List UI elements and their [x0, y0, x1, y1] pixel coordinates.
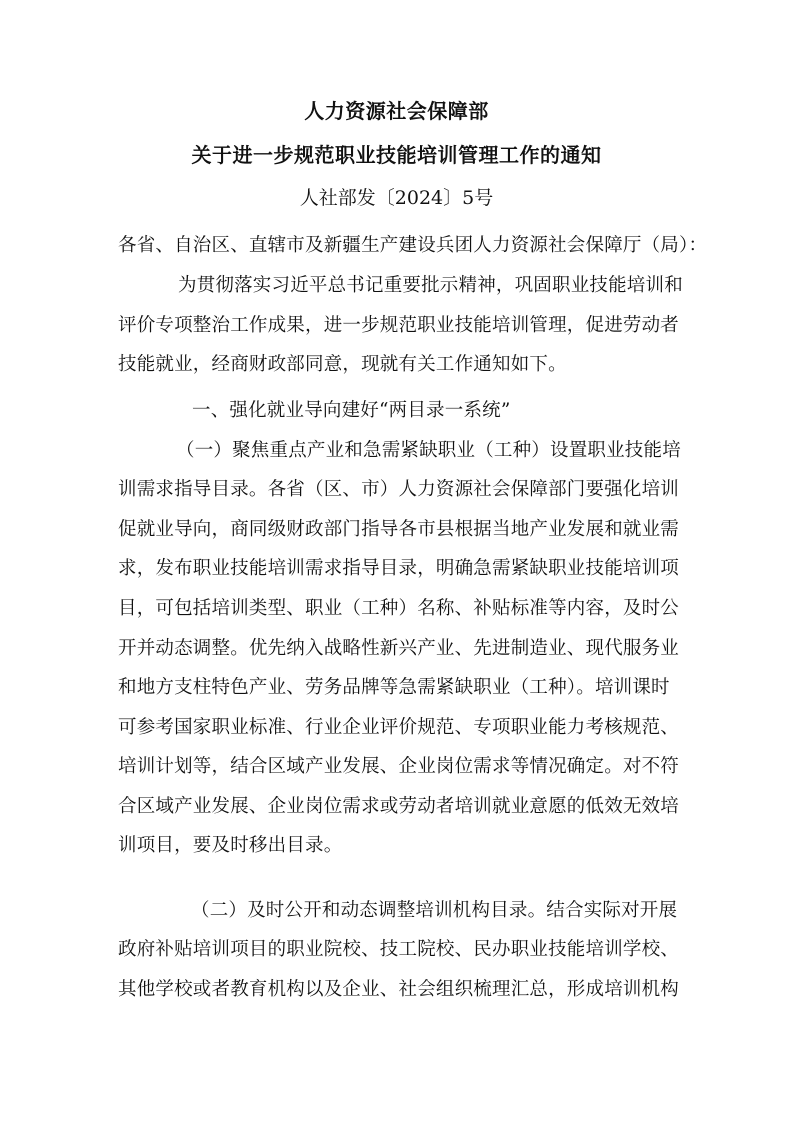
paragraph-line: 促就业导向，商同级财政部门指导各市县根据当地产业发展和就业需	[118, 519, 680, 540]
paragraph-line: 开并动态调整。优先纳入战略性新兴产业、先进制造业、现代服务业	[118, 638, 680, 659]
notice-title: 关于进一步规范职业技能培训管理工作的通知	[191, 143, 602, 167]
paragraph-line: （一）聚焦重点产业和急需紧缺职业（工种）设置职业技能培	[176, 440, 681, 461]
intro-line: 为贯彻落实习近平总书记重要批示精神，巩固职业技能培训和	[178, 275, 683, 296]
paragraph-line: 训项目，要及时移出目录。	[118, 835, 343, 856]
paragraph-line: 合区域产业发展、企业岗位需求或劳动者培训就业意愿的低效无效培	[118, 796, 680, 817]
paragraph-line: 训需求指导目录。各省（区、市）人力资源社会保障部门要强化培训	[118, 479, 680, 500]
document-number: 人社部发〔2024〕5号	[299, 187, 494, 209]
paragraph-line: 其他学校或者教育机构以及企业、社会组织梳理汇总，形成培训机构	[118, 979, 680, 1000]
intro-line: 评价专项整治工作成果，进一步规范职业技能培训管理，促进劳动者	[118, 315, 680, 336]
paragraph-line: （二）及时公开和动态调整培训机构目录。结合实际对开展	[191, 900, 678, 921]
addressee: 各省、自治区、直辖市及新疆生产建设兵团人力资源社会保障厅（局）：	[118, 235, 708, 256]
section-heading: 一、强化就业导向建好“两目录一系统”	[192, 400, 511, 421]
issuer-title: 人力资源社会保障部	[304, 99, 489, 123]
paragraph-line: 可参考国家职业标准、行业企业评价规范、专项职业能力考核规范、	[118, 717, 680, 738]
paragraph-line: 求，发布职业技能培训需求指导目录，明确急需紧缺职业技能培训项	[118, 558, 680, 579]
paragraph-line: 政府补贴培训项目的职业院校、技工院校、民办职业技能培训学校、	[118, 939, 680, 960]
paragraph-line: 和地方支柱特色产业、劳务品牌等急需紧缺职业（工种）。培训课时	[118, 677, 670, 698]
paragraph-line: 目，可包括培训类型、职业（工种）名称、补贴标准等内容，及时公	[118, 598, 680, 619]
paragraph-line: 培训计划等，结合区域产业发展、企业岗位需求等情况确定。对不符	[118, 756, 680, 777]
intro-line: 技能就业，经商财政部同意，现就有关工作通知如下。	[118, 354, 567, 375]
